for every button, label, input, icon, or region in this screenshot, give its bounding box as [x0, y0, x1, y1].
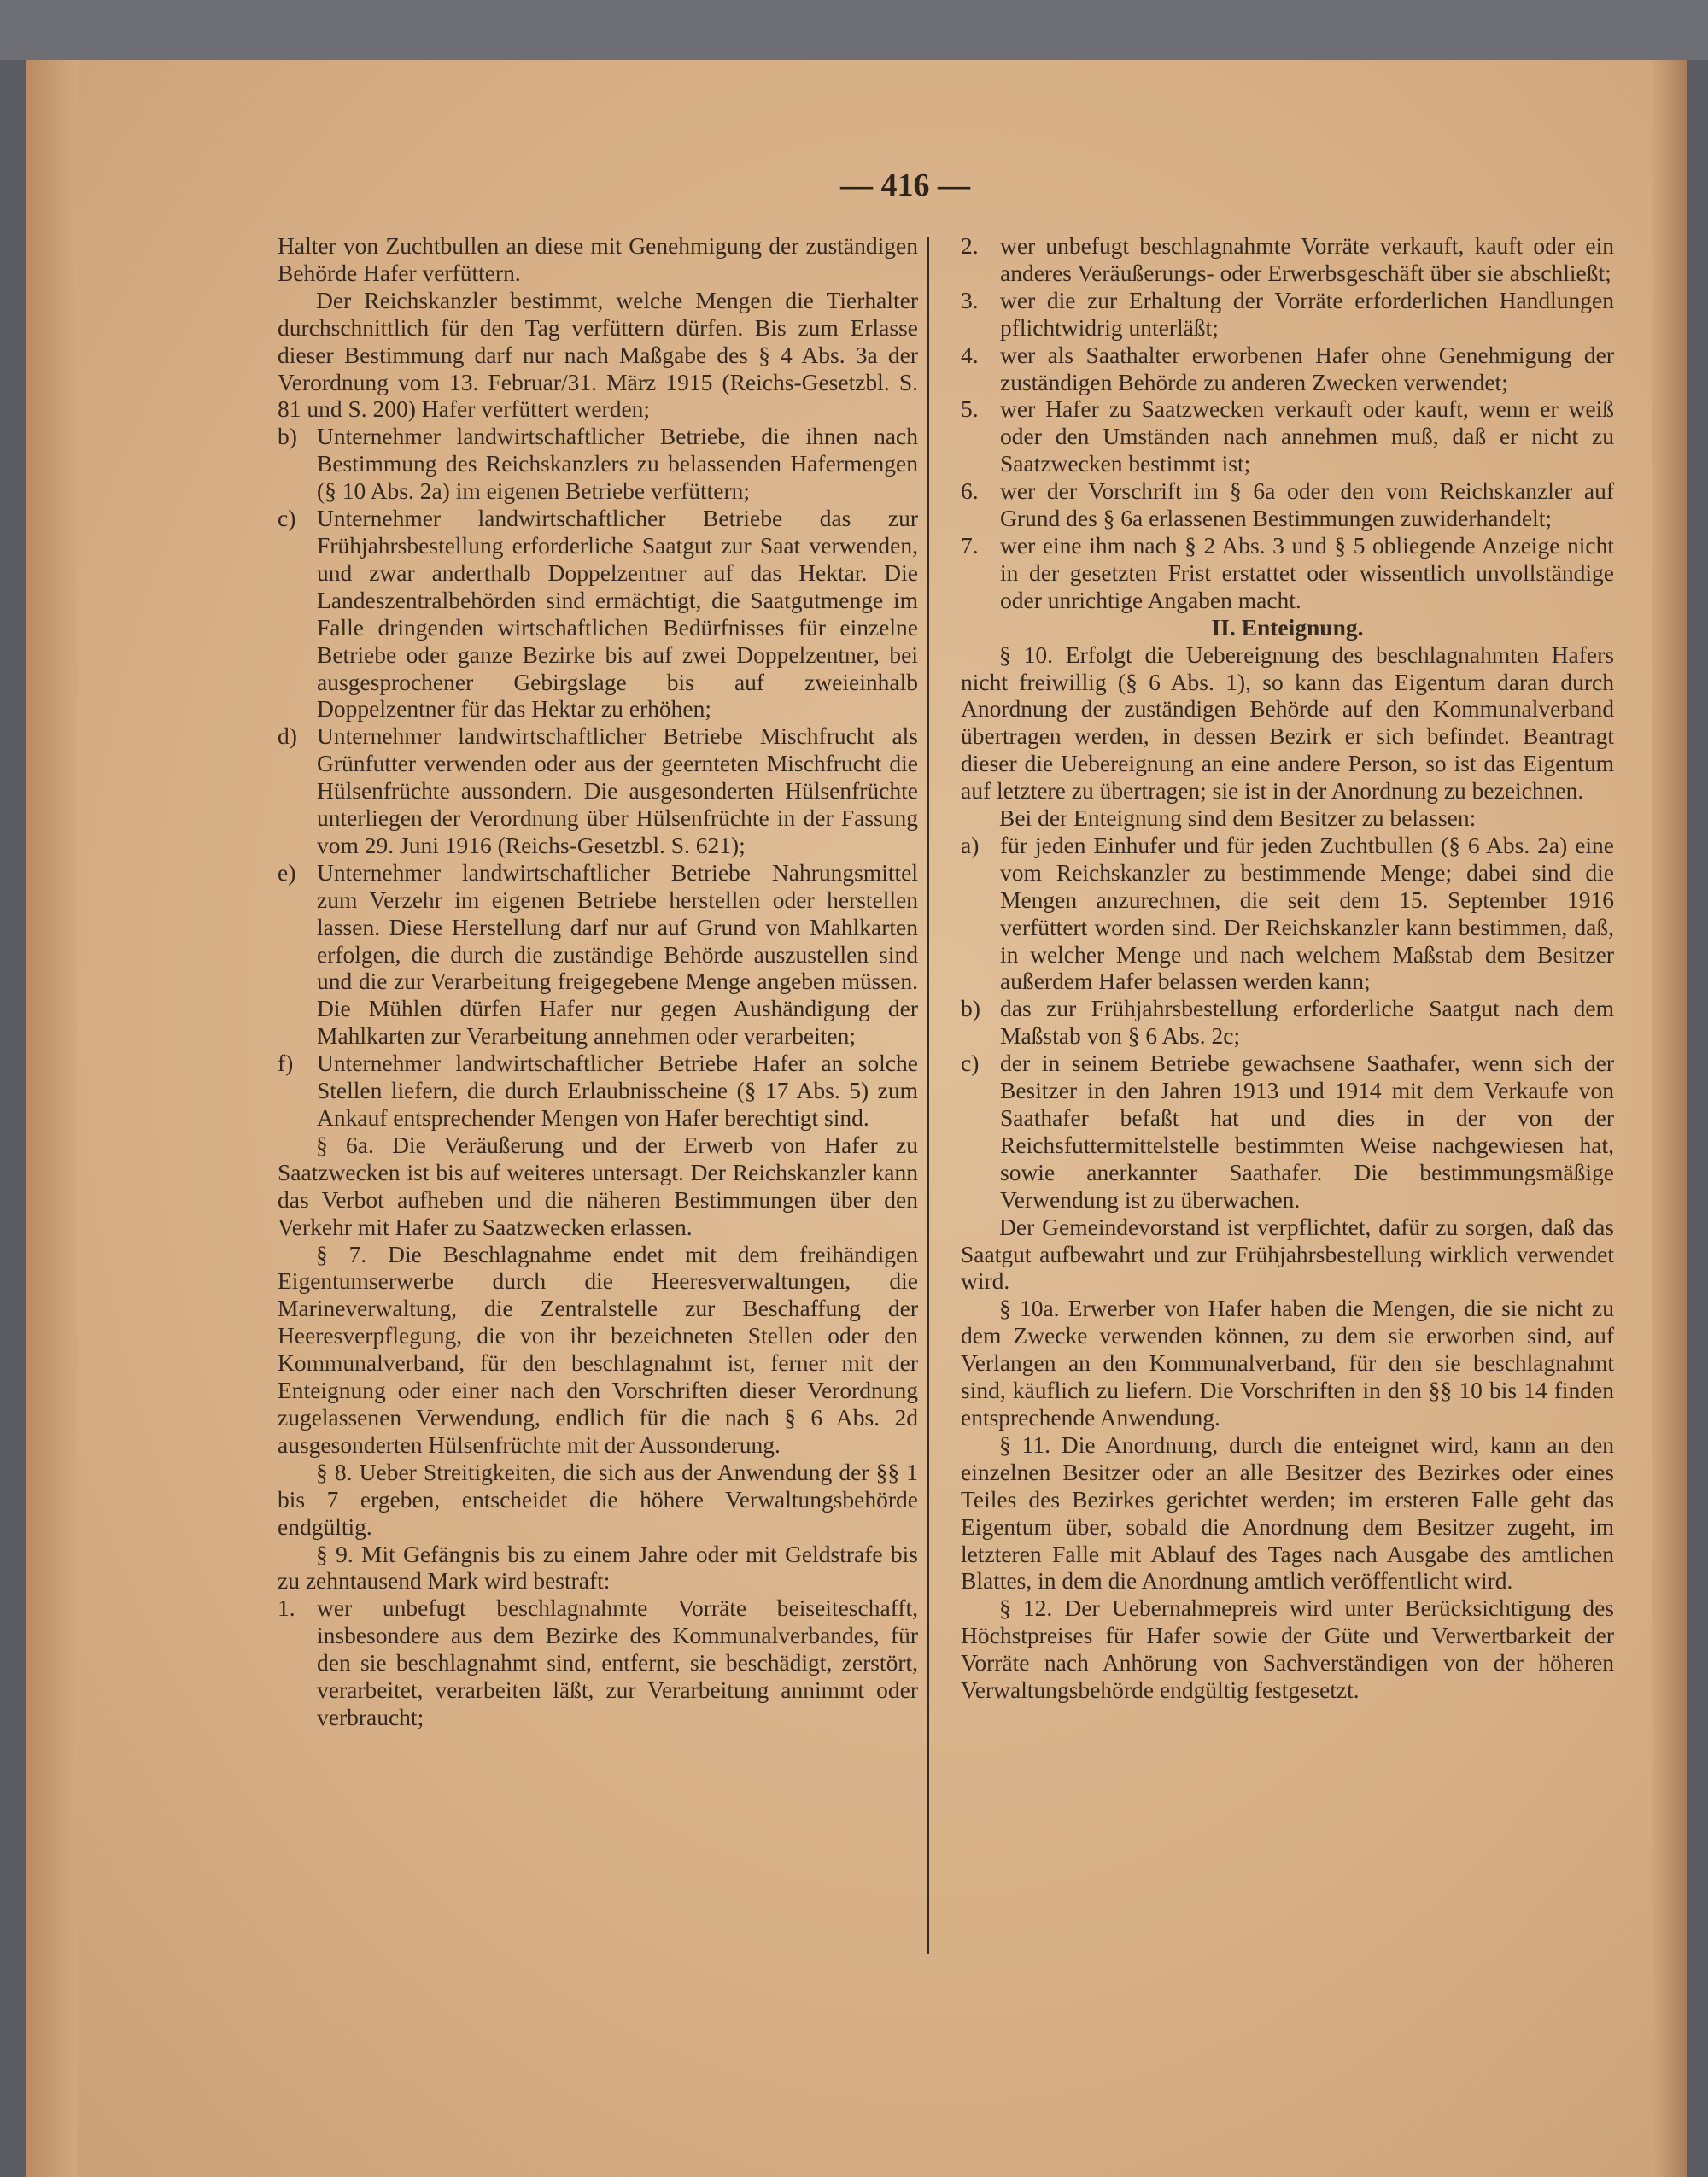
- item-label: b): [278, 423, 297, 450]
- column-divider: [927, 237, 929, 1954]
- list-item: [961, 477, 1614, 532]
- item-text: der in seinem Betriebe gewachsene Saathafer, wenn sich der Besitzer in den Jahren 1913 und 1914 mit dem Verkaufe von Saathafer befaßt hat und dies in der von der Reichsfuttermittelstelle bestimmten Weise nachgewiesen hat, sowie anerkannter Saathafer. Die bestimmungsmäßige Verwendung ist zu überwachen.: [1000, 1050, 1614, 1213]
- list-item: [961, 995, 1614, 1050]
- item-label: 1.: [278, 1595, 295, 1622]
- item-text: wer als Saathalter erworbenen Hafer ohne Genehmigung der zuständigen Behörde zu anderen Zwecken verwendet;: [1000, 341, 1614, 395]
- item-label: 5.: [961, 395, 979, 423]
- list-item: [278, 1595, 918, 1731]
- item-label: 4.: [961, 341, 979, 368]
- item-label: e): [278, 858, 296, 886]
- item-text: Unternehmer landwirtschaftlicher Betriebe Mischfrucht als Grünfutter verwenden oder aus der geernteten Mischfrucht die Hülsenfrüchte aussondern. Die ausgesonderten Hülsenfrüchte unterliegen der Verordnung über Hülsenfrüchte in der Fassung vom 29. Juni 1916 (Reichs-Gesetzbl. S. 621);: [317, 723, 918, 858]
- list-item: [961, 395, 1614, 477]
- list-item: [961, 532, 1614, 614]
- item-text: wer die zur Erhaltung der Vorräte erforderlichen Handlungen pflichtwidrig unterläßt;: [1000, 286, 1614, 341]
- section-8: § 8. Ueber Streitigkeiten, die sich aus der Anwendung der §§ 1 bis 7 ergeben, entscheidet die höhere Verwaltungsbehörde endgültig.: [278, 1458, 918, 1540]
- section-heading: II. Enteignung.: [1211, 613, 1364, 641]
- item-text: Unternehmer landwirtschaftlicher Betriebe Hafer an solche Stellen liefern, die durch Erlaubnisscheine (§ 17 Abs. 5) zum Ankauf entsprechender Mengen von Hafer berechtigt sind.: [317, 1050, 918, 1131]
- item-label: a): [961, 831, 980, 858]
- page-edge: [1652, 60, 1687, 2177]
- list-item: [278, 423, 918, 505]
- page-number: — 416 —: [840, 167, 970, 203]
- item-label: 2.: [961, 232, 979, 259]
- item-label: 6.: [961, 477, 979, 505]
- item-text: das zur Frühjahrsbestellung erforderliche Saatgut nach dem Maßstab von § 6 Abs. 2c;: [1000, 995, 1614, 1050]
- section-6a: § 6a. Die Veräußerung und der Erwerb von Hafer zu Saatzwecken ist bis auf weiteres untersagt. Der Reichskanzler kann das Verbot aufheben und die näheren Bestimmungen über den Verkehr mit Hafer zu Saatzwecken erlassen.: [278, 1131, 918, 1240]
- list-item: [278, 505, 918, 723]
- item-label: 7.: [961, 531, 979, 559]
- item-label: c): [961, 1050, 980, 1077]
- list-item: [961, 832, 1614, 995]
- list-item: [278, 723, 918, 859]
- item-text: wer der Vorschrift im § 6a oder den vom Reichskanzler auf Grund des § 6a erlassenen Bestimmungen zuwiderhandelt;: [1000, 477, 1614, 532]
- list-item: [961, 232, 1614, 287]
- binding-edge: [26, 60, 77, 2177]
- item-label: f): [278, 1050, 294, 1077]
- item-text: wer eine ihm nach § 2 Abs. 3 und § 5 obliegende Anzeige nicht in der gesetzten Frist erstattet oder wissentlich unvollständige oder unrichtige Angaben macht.: [1000, 531, 1614, 613]
- item-label: c): [278, 505, 296, 532]
- section-9: § 9. Mit Gefängnis bis zu einem Jahre oder mit Geldstrafe bis zu zehntausend Mark wird bestraft:: [278, 1540, 918, 1595]
- list-item: [961, 287, 1614, 342]
- item-text: wer unbefugt beschlagnahmte Vorräte beiseiteschafft, insbesondere aus dem Bezirke des Kommunalverbandes, für den sie beschlagnahmt sind, entfernt, sie beschädigt, zerstört, verarbeitet, verarbeiten läßt, zur Verarbeitung annimmt oder verbraucht;: [317, 1595, 918, 1730]
- section-12: § 12. Der Uebernahmepreis wird unter Berücksichtigung des Höchstpreises für Hafer sowie der Güte und Verwertbarkeit der Vorräte nach Anhörung von Sachverständigen von der höheren Verwaltungsbehörde endgültig festgesetzt.: [961, 1595, 1614, 1704]
- list-item: [961, 342, 1614, 396]
- right-column: [961, 232, 1614, 1704]
- item-text: wer unbefugt beschlagnahmte Vorräte verkauft, kauft oder ein anderes Veräußerungs- oder Erwerbsgeschäft über sie abschließt;: [1000, 232, 1614, 286]
- left-column: [278, 232, 918, 1731]
- paragraph: Der Gemeindevorstand ist verpflichtet, dafür zu sorgen, daß das Saatgut aufbewahrt und zur Frühjahrsbestellung wirklich verwendet wird.: [961, 1213, 1614, 1295]
- item-text: wer Hafer zu Saatzwecken verkauft oder kauft, wenn er weiß oder den Umständen nach annehmen muß, daß er nicht zu Saatzwecken bestimmt ist;: [1000, 395, 1614, 477]
- item-text: Unternehmer landwirtschaftlicher Betriebe, die ihnen nach Bestimmung des Reichskanzlers zu belassenden Hafermengen (§ 10 Abs. 2a) im eigenen Betriebe verfüttern;: [317, 423, 918, 505]
- section-11: § 11. Die Anordnung, durch die enteignet wird, kann an den einzelnen Besitzer oder an alle Besitzer des Bezirkes oder eines Teiles des Bezirkes gerichtet werden; im ersteren Falle geht das Eigentum über, sobald die Anordnung dem Besitzer zugeht, im letzteren Falle mit Ablauf des Tages nach Ausgabe des amtlichen Blattes, in dem die Anordnung amtlich veröffentlicht wird.: [961, 1431, 1614, 1595]
- item-label: d): [278, 723, 297, 750]
- list-item: [961, 1050, 1614, 1213]
- scan-background: [0, 0, 1708, 60]
- paragraph: Halter von Zuchtbullen an diese mit Genehmigung der zuständigen Behörde Hafer verfüttern.: [278, 232, 918, 286]
- section-10a: § 10a. Erwerber von Hafer haben die Mengen, die sie nicht zu dem Zwecke verwenden können, zu dem sie erworben sind, auf Verlangen an den Kommunalverband, für den sie beschlagnahmt sind, käuflich zu liefern. Die Vorschriften in den §§ 10 bis 14 finden entsprechende Anwendung.: [961, 1295, 1614, 1431]
- item-label: 3.: [961, 286, 979, 313]
- item-text: für jeden Einhufer und für jeden Zuchtbullen (§ 6 Abs. 2a) eine vom Reichskanzler zu bestimmende Menge; dabei sind die Mengen anzurechnen, die seit dem 15. September 1916 verfüttert worden sind. Der Reichskanzler kann bestimmen, daß, in welcher Menge und nach welchem Maßstab dem Besitzer außerdem Hafer belassen werden kann;: [1000, 831, 1614, 995]
- section-7: § 7. Die Beschlagnahme endet mit dem freihändigen Eigentumserwerbe durch die Heeresverwaltungen, die Marineverwaltung, die Zentralstelle zur Beschaffung der Heeresverpflegung, die von ihr bezeichneten Stellen oder den Kommunalverband, für den beschlagnahmt ist, ferner mit der Enteignung oder einer nach den Vorschriften dieser Verordnung zugelassenen Verwendung, endlich für die nach § 6 Abs. 2d ausgesonderten Hülsenfrüchte mit der Aussonderung.: [278, 1240, 918, 1458]
- list-item: [278, 1050, 918, 1132]
- item-text: Unternehmer landwirtschaftlicher Betriebe Nahrungsmittel zum Verzehr im eigenen Betriebe herstellen oder herstellen lassen. Diese Herstellung darf nur auf Grund von Mahlkarten erfolgen, die durch die zuständige Behörde auszustellen sind und die zur Verarbeitung freigegebene Menge angeben müssen. Die Mühlen dürfen Hafer nur gegen Aushändigung der Mahlkarten zur Verarbeitung annehmen oder verarbeiten;: [317, 858, 918, 1050]
- list-item: [278, 859, 918, 1050]
- section-10: § 10. Erfolgt die Uebereignung des beschlagnahmten Hafers nicht freiwillig (§ 6 Abs. 1), so kann das Eigentum daran durch Anordnung der zuständigen Behörde auf den Kommunalverband übertragen werden, in dessen Bezirk er sich befindet. Beantragt dieser die Uebereignung an eine andere Person, so ist das Eigentum auf letztere zu übertragen; sie ist in der Anordnung zu bezeichnen.: [961, 641, 1614, 805]
- item-label: b): [961, 995, 980, 1022]
- paragraph: Bei der Enteignung sind dem Besitzer zu belassen:: [999, 805, 1477, 832]
- item-text: Unternehmer landwirtschaftlicher Betriebe das zur Frühjahrsbestellung erforderliche Saatgut zur Saat verwenden, und zwar anderthalb Doppelzentner auf das Hektar. Die Landeszentralbehörden sind ermächtigt, die Saatgutmenge im Falle dringenden wirtschaftlichen Bedürfnisses für einzelne Betriebe oder ganze Bezirke bis auf zwei Doppelzentner, bei ausgesprochener Gebirgslage bis auf zweieinhalb Doppelzentner für das Hektar zu erhöhen;: [317, 505, 918, 723]
- paragraph: Der Reichskanzler bestimmt, welche Mengen die Tierhalter durchschnittlich für den Tag verfüttern dürfen. Bis zum Erlasse dieser Bestimmung darf nur nach Maßgabe des § 4 Abs. 3a der Verordnung vom 13. Februar/31. März 1915 (Reichs-Gesetzbl. S. 81 und S. 200) Hafer verfüttert werden;: [278, 286, 918, 423]
